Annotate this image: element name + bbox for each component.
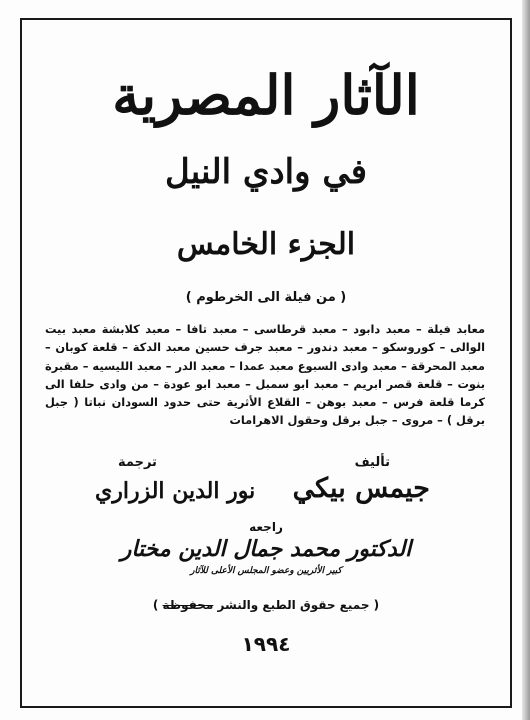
volume-part: الجزء الخامس: [176, 227, 356, 262]
rights-struck-word: محفوظة: [162, 598, 214, 612]
reviewer-name: الدكتور محمد جمال الدين مختار: [120, 536, 412, 562]
book-subtitle: في وادي النيل: [165, 152, 367, 192]
reviewer-role: كبير الأثريين وعضو المجلس الأعلى للآثار: [190, 566, 342, 576]
book-title: الآثار المصرية: [112, 63, 420, 127]
rights-notice: [20, 598, 512, 612]
author-name: جيمس بيكي: [292, 473, 430, 504]
page-edge-shadow: [522, 0, 530, 720]
rights-suffix: ): [152, 598, 159, 612]
contents-paragraph: معابد فيلة – معبد دابود – معبد قرطاسى – معبد تافا – معبد كلابشة معبد بيت الوالى – كوروسكو – معبد دندور – معبد جرف حسين معبد الدكة – قلعة كوبان – معبد المحرقة – معبد وادى السبوع معبد عمدا – معبد الدر – معبد الليسيه – مقبرة بنوت – قلعة قصر ابريم – معبد ابو سمبل – معبد ابو عودة – من وادى حلفا الى كرما قلعة فرس – معبد بوهن – القلاع الأثرية حتى حدود السودان نباتا ( جبل برقل ) – مروى – جبل برقل وحقول الاهرامات: [45, 322, 485, 428]
rights-prefix: ( جميع حقوق الطبع والنشر: [217, 598, 380, 612]
publication-year: ١٩٩٤: [241, 632, 291, 656]
volume-range: ( من فيلة الى الخرطوم ): [185, 290, 347, 305]
author-label: تأليف: [354, 455, 390, 470]
translator-name: نور الدين الزراري: [95, 478, 256, 504]
translator-label: ترجمة: [118, 455, 157, 470]
reviewer-label: راجعه: [249, 520, 283, 534]
